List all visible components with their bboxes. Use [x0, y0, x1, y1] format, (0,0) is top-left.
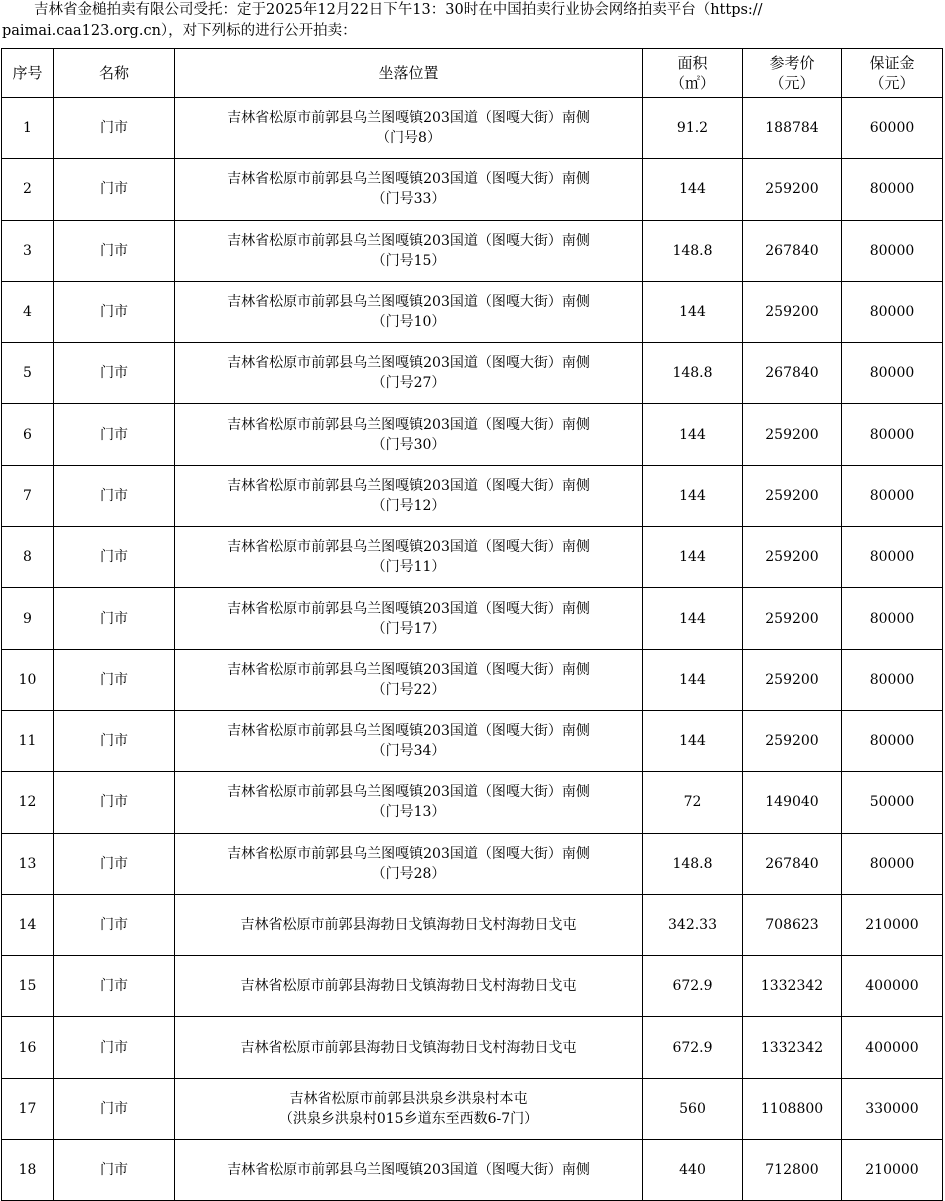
- table-body: [2, 98, 943, 1201]
- cell-name: 门市: [54, 1140, 175, 1201]
- header-deposit: [842, 49, 943, 98]
- cell-price: 259200: [743, 465, 842, 526]
- header-location: 坐落位置: [175, 49, 643, 98]
- header-price-unit: （元）: [769, 74, 815, 92]
- cell-price: 267840: [743, 833, 842, 894]
- header-name: 名称: [54, 49, 175, 98]
- cell-no: 17: [2, 1078, 54, 1139]
- cell-area: 148.8: [643, 343, 743, 404]
- location-line-2: （门号13）: [371, 804, 446, 821]
- location-line-2: （门号28）: [371, 865, 446, 882]
- cell-name: 门市: [54, 98, 175, 159]
- location-line-2: （门号30）: [371, 436, 446, 453]
- cell-deposit: 50000: [842, 772, 943, 833]
- cell-no: 7: [2, 465, 54, 526]
- cell-area: 148.8: [643, 833, 743, 894]
- cell-price: 149040: [743, 772, 842, 833]
- location-line-1: 吉林省松原市前郭县乌兰图嘎镇203国道（图嘎大街）南侧: [227, 232, 590, 249]
- cell-area: 91.2: [643, 98, 743, 159]
- table-row: [2, 833, 943, 894]
- cell-location: [175, 894, 643, 955]
- cell-area: 144: [643, 404, 743, 465]
- header-deposit-unit: （元）: [869, 74, 915, 92]
- cell-no: 12: [2, 772, 54, 833]
- location-line-2: （门号11）: [371, 559, 446, 576]
- cell-name: 门市: [54, 649, 175, 710]
- cell-name: 门市: [54, 1017, 175, 1078]
- cell-deposit: 80000: [842, 527, 943, 588]
- cell-no: 1: [2, 98, 54, 159]
- table-row: [2, 281, 943, 342]
- cell-name: 门市: [54, 404, 175, 465]
- cell-area: 342.33: [643, 894, 743, 955]
- cell-price: 259200: [743, 710, 842, 771]
- cell-area: 144: [643, 281, 743, 342]
- location-line-1: 吉林省松原市前郭县乌兰图嘎镇203国道（图嘎大街）南侧: [227, 784, 590, 801]
- cell-location: [175, 159, 643, 220]
- cell-area: 144: [643, 465, 743, 526]
- cell-location: [175, 1140, 643, 1201]
- table-row: [2, 588, 943, 649]
- cell-no: 14: [2, 894, 54, 955]
- header-no: 序号: [2, 49, 54, 98]
- table-row: [2, 343, 943, 404]
- table-row: [2, 710, 943, 771]
- cell-no: 6: [2, 404, 54, 465]
- cell-location: [175, 98, 643, 159]
- cell-no: 11: [2, 710, 54, 771]
- table-row: [2, 159, 943, 220]
- header-area: [643, 49, 743, 98]
- cell-no: 4: [2, 281, 54, 342]
- cell-deposit: 210000: [842, 894, 943, 955]
- cell-location: [175, 956, 643, 1017]
- cell-area: 72: [643, 772, 743, 833]
- cell-price: 259200: [743, 649, 842, 710]
- cell-price: 259200: [743, 588, 842, 649]
- table-row: [2, 772, 943, 833]
- intro-line-1: 吉林省金槌拍卖有限公司受托：定于2025年12月22日下午13：30时在中国拍卖行业协会网络拍卖平台（https://: [34, 2, 763, 18]
- cell-name: 门市: [54, 1078, 175, 1139]
- cell-name: 门市: [54, 588, 175, 649]
- location-line-1: 吉林省松原市前郭县海勃日戈镇海勃日戈村海勃日戈屯: [240, 1039, 577, 1056]
- cell-location: [175, 710, 643, 771]
- cell-area: 144: [643, 527, 743, 588]
- cell-no: 16: [2, 1017, 54, 1078]
- cell-deposit: 80000: [842, 159, 943, 220]
- cell-deposit: 80000: [842, 465, 943, 526]
- intro-line-2: paimai.caa123.org.cn），对下列标的进行公开拍卖：: [2, 23, 357, 39]
- cell-price: 259200: [743, 281, 842, 342]
- intro-paragraph: [0, 0, 945, 44]
- table-row: [2, 894, 943, 955]
- cell-deposit: 80000: [842, 833, 943, 894]
- table-row: [2, 465, 943, 526]
- table-row: [2, 1017, 943, 1078]
- header-area-label: 面积: [677, 54, 708, 72]
- cell-name: 门市: [54, 833, 175, 894]
- cell-location: [175, 833, 643, 894]
- header-row: [2, 49, 943, 98]
- cell-no: 18: [2, 1140, 54, 1201]
- cell-deposit: 80000: [842, 404, 943, 465]
- location-line-2: （门号10）: [371, 314, 446, 331]
- cell-location: [175, 1078, 643, 1139]
- cell-deposit: 80000: [842, 710, 943, 771]
- table-row: [2, 956, 943, 1017]
- cell-price: 267840: [743, 343, 842, 404]
- location-line-1: 吉林省松原市前郭县乌兰图嘎镇203国道（图嘎大街）南侧: [227, 110, 590, 127]
- cell-no: 9: [2, 588, 54, 649]
- cell-location: [175, 343, 643, 404]
- cell-name: 门市: [54, 772, 175, 833]
- location-line-1: 吉林省松原市前郭县乌兰图嘎镇203国道（图嘎大街）南侧: [227, 294, 590, 311]
- cell-location: [175, 404, 643, 465]
- cell-price: 708623: [743, 894, 842, 955]
- cell-no: 2: [2, 159, 54, 220]
- location-line-2: （门号12）: [371, 497, 446, 514]
- location-line-1: 吉林省松原市前郭县乌兰图嘎镇203国道（图嘎大街）南侧: [227, 539, 590, 556]
- table-header: [2, 49, 943, 98]
- location-line-1: 吉林省松原市前郭县乌兰图嘎镇203国道（图嘎大街）南侧: [227, 661, 590, 678]
- table-row: [2, 220, 943, 281]
- cell-location: [175, 1017, 643, 1078]
- location-line-2: （门号17）: [371, 620, 446, 637]
- header-deposit-label: 保证金: [869, 54, 915, 72]
- cell-no: 5: [2, 343, 54, 404]
- cell-location: [175, 649, 643, 710]
- cell-area: 560: [643, 1078, 743, 1139]
- header-price-label: 参考价: [769, 54, 815, 72]
- cell-location: [175, 588, 643, 649]
- cell-name: 门市: [54, 281, 175, 342]
- cell-area: 144: [643, 588, 743, 649]
- cell-name: 门市: [54, 220, 175, 281]
- cell-name: 门市: [54, 527, 175, 588]
- location-line-2: （门号33）: [371, 191, 446, 208]
- location-line-1: 吉林省松原市前郭县乌兰图嘎镇203国道（图嘎大街）南侧: [227, 355, 590, 372]
- cell-name: 门市: [54, 465, 175, 526]
- cell-price: 259200: [743, 159, 842, 220]
- cell-location: [175, 281, 643, 342]
- cell-deposit: 60000: [842, 98, 943, 159]
- cell-name: 门市: [54, 956, 175, 1017]
- cell-deposit: 80000: [842, 343, 943, 404]
- table-row: [2, 98, 943, 159]
- cell-no: 3: [2, 220, 54, 281]
- table-row: [2, 649, 943, 710]
- cell-no: 8: [2, 527, 54, 588]
- location-line-1: 吉林省松原市前郭县乌兰图嘎镇203国道（图嘎大街）南侧: [227, 171, 590, 188]
- table-row: [2, 1140, 943, 1201]
- location-line-1: 吉林省松原市前郭县洪泉乡洪泉村本屯: [289, 1090, 528, 1107]
- location-line-1: 吉林省松原市前郭县乌兰图嘎镇203国道（图嘎大街）南侧: [227, 477, 590, 494]
- location-line-1: 吉林省松原市前郭县乌兰图嘎镇203国道（图嘎大街）南侧: [227, 416, 590, 433]
- location-line-2: （洪泉乡洪泉村015乡道东至西数6-7门）: [278, 1110, 539, 1127]
- cell-price: 1332342: [743, 1017, 842, 1078]
- cell-no: 15: [2, 956, 54, 1017]
- cell-price: 188784: [743, 98, 842, 159]
- cell-price: 267840: [743, 220, 842, 281]
- cell-area: 144: [643, 649, 743, 710]
- cell-area: 672.9: [643, 956, 743, 1017]
- table-row: [2, 404, 943, 465]
- cell-deposit: 400000: [842, 1017, 943, 1078]
- location-line-1: 吉林省松原市前郭县乌兰图嘎镇203国道（图嘎大街）南侧: [227, 600, 590, 617]
- location-line-2: （门号22）: [371, 681, 446, 698]
- location-line-2: （门号34）: [371, 743, 446, 760]
- cell-price: 1332342: [743, 956, 842, 1017]
- cell-deposit: 330000: [842, 1078, 943, 1139]
- cell-deposit: 80000: [842, 281, 943, 342]
- location-line-1: 吉林省松原市前郭县乌兰图嘎镇203国道（图嘎大街）南侧: [227, 723, 590, 740]
- auction-items-table: [1, 48, 943, 1201]
- location-line-2: （门号27）: [371, 375, 446, 392]
- cell-no: 13: [2, 833, 54, 894]
- location-line-1: 吉林省松原市前郭县乌兰图嘎镇203国道（图嘎大街）南侧: [227, 1162, 590, 1179]
- table-row: [2, 1078, 943, 1139]
- header-area-unit: （㎡）: [669, 74, 715, 92]
- cell-deposit: 80000: [842, 649, 943, 710]
- cell-price: 712800: [743, 1140, 842, 1201]
- cell-deposit: 400000: [842, 956, 943, 1017]
- cell-name: 门市: [54, 710, 175, 771]
- location-line-2: （门号15）: [371, 252, 446, 269]
- cell-area: 144: [643, 159, 743, 220]
- cell-price: 259200: [743, 527, 842, 588]
- cell-price: 1108800: [743, 1078, 842, 1139]
- cell-location: [175, 527, 643, 588]
- cell-no: 10: [2, 649, 54, 710]
- cell-area: 144: [643, 710, 743, 771]
- cell-location: [175, 465, 643, 526]
- cell-deposit: 80000: [842, 220, 943, 281]
- cell-location: [175, 220, 643, 281]
- cell-deposit: 80000: [842, 588, 943, 649]
- location-line-1: 吉林省松原市前郭县乌兰图嘎镇203国道（图嘎大街）南侧: [227, 845, 590, 862]
- cell-area: 148.8: [643, 220, 743, 281]
- cell-name: 门市: [54, 343, 175, 404]
- cell-location: [175, 772, 643, 833]
- header-price: [743, 49, 842, 98]
- cell-name: 门市: [54, 894, 175, 955]
- cell-area: 440: [643, 1140, 743, 1201]
- location-line-1: 吉林省松原市前郭县海勃日戈镇海勃日戈村海勃日戈屯: [240, 978, 577, 995]
- location-line-1: 吉林省松原市前郭县海勃日戈镇海勃日戈村海勃日戈屯: [240, 917, 577, 933]
- cell-deposit: 210000: [842, 1140, 943, 1201]
- cell-price: 259200: [743, 404, 842, 465]
- location-line-2: （门号8）: [376, 130, 441, 147]
- cell-area: 672.9: [643, 1017, 743, 1078]
- cell-name: 门市: [54, 159, 175, 220]
- table-row: [2, 527, 943, 588]
